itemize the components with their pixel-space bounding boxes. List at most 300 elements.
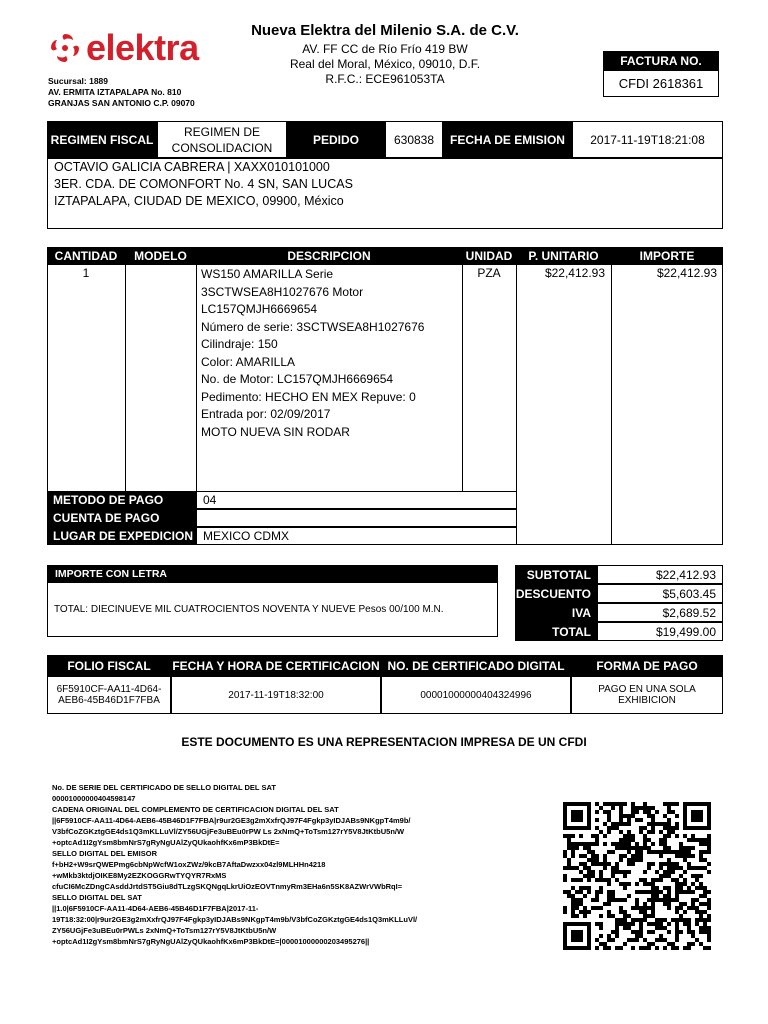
qr-module <box>643 938 647 942</box>
branch-line: Sucursal: 1889 <box>48 76 109 86</box>
qr-module <box>599 878 603 882</box>
qr-module <box>599 942 603 946</box>
qr-module <box>627 914 631 918</box>
qr-module <box>587 926 591 930</box>
qr-module <box>663 846 667 850</box>
qr-module <box>691 874 695 878</box>
qr-module <box>579 854 583 858</box>
qr-module <box>599 922 603 926</box>
qr-module <box>671 850 675 854</box>
qr-module <box>595 842 599 846</box>
qr-module <box>687 862 691 866</box>
qr-module <box>575 818 579 822</box>
qr-code-icon <box>563 802 711 950</box>
qr-module <box>627 834 631 838</box>
qr-module <box>567 894 571 898</box>
forma-pago-label: FORMA DE PAGO <box>571 655 723 676</box>
qr-module <box>663 938 667 942</box>
qr-module <box>603 822 607 826</box>
branch-info <box>48 76 195 109</box>
sat-line: +optcAd1I2gYsm8bmNrS7gRyNgUAlZyQUkaohfKx6mP3BkDtE= <box>52 838 280 847</box>
qr-module <box>675 922 679 926</box>
qr-module <box>675 946 679 950</box>
qr-module <box>687 890 691 894</box>
qr-module <box>603 902 607 906</box>
qr-module <box>667 834 671 838</box>
qr-module <box>567 866 571 870</box>
qr-module <box>699 850 703 854</box>
desc-line: MOTO NUEVA SIN RODAR <box>201 424 350 439</box>
qr-module <box>691 942 695 946</box>
qr-module <box>707 814 711 818</box>
qr-module <box>619 838 623 842</box>
qr-module <box>623 838 627 842</box>
qr-module <box>587 850 591 854</box>
qr-module <box>699 854 703 858</box>
qr-module <box>611 802 615 806</box>
qr-module <box>563 810 567 814</box>
qr-module <box>655 822 659 826</box>
qr-module <box>567 890 571 894</box>
qr-module <box>579 818 583 822</box>
qr-module <box>683 910 687 914</box>
qr-module <box>635 934 639 938</box>
qr-module <box>659 842 663 846</box>
qr-module <box>707 826 711 830</box>
qr-module <box>583 894 587 898</box>
qr-module <box>687 886 691 890</box>
qr-module <box>591 834 595 838</box>
regimen-value: REGIMEN DE CONSOLIDACION <box>157 121 287 158</box>
qr-module <box>571 906 575 910</box>
qr-module <box>587 946 591 950</box>
qr-module <box>659 850 663 854</box>
qr-module <box>707 946 711 950</box>
qr-module <box>623 926 627 930</box>
qr-module <box>699 882 703 886</box>
iva-value: $2,689.52 <box>597 603 723 622</box>
col-header-cantidad: CANTIDAD <box>47 247 125 265</box>
qr-module <box>615 934 619 938</box>
qr-module <box>575 930 579 934</box>
qr-module <box>675 906 679 910</box>
qr-module <box>687 846 691 850</box>
qr-module <box>591 862 595 866</box>
qr-module <box>647 898 651 902</box>
qr-module <box>587 826 591 830</box>
qr-module <box>579 862 583 866</box>
qr-module <box>691 802 695 806</box>
qr-module <box>635 882 639 886</box>
qr-module <box>639 890 643 894</box>
qr-module <box>699 886 703 890</box>
qr-module <box>635 846 639 850</box>
qr-module <box>603 946 607 950</box>
qr-module <box>663 886 667 890</box>
qr-module <box>615 842 619 846</box>
qr-module <box>647 846 651 850</box>
qr-module <box>563 874 567 878</box>
qr-module <box>691 898 695 902</box>
qr-module <box>691 934 695 938</box>
qr-module <box>691 846 695 850</box>
qr-module <box>571 922 575 926</box>
qr-module <box>583 866 587 870</box>
qr-module <box>619 946 623 950</box>
qr-module <box>607 826 611 830</box>
qr-module <box>587 806 591 810</box>
qr-module <box>607 934 611 938</box>
qr-module <box>583 846 587 850</box>
company-line: R.F.C.: ECE961053TA <box>325 72 445 86</box>
qr-module <box>663 802 667 806</box>
qr-module <box>627 870 631 874</box>
qr-module <box>691 890 695 894</box>
qr-module <box>567 834 571 838</box>
qr-module <box>647 866 651 870</box>
qr-module <box>671 866 675 870</box>
qr-module <box>707 870 711 874</box>
qr-module <box>663 862 667 866</box>
qr-module <box>587 846 591 850</box>
qr-module <box>599 806 603 810</box>
qr-module <box>619 814 623 818</box>
qr-module <box>619 882 623 886</box>
qr-module <box>575 902 579 906</box>
qr-module <box>603 858 607 862</box>
qr-module <box>567 946 571 950</box>
qr-module <box>643 846 647 850</box>
certificado-digital-label: NO. DE CERTIFICADO DIGITAL <box>381 655 571 676</box>
qr-module <box>639 826 643 830</box>
qr-module <box>575 814 579 818</box>
qr-module <box>655 938 659 942</box>
qr-module <box>623 942 627 946</box>
qr-module <box>699 930 703 934</box>
qr-module <box>627 818 631 822</box>
qr-module <box>683 822 687 826</box>
qr-module <box>623 914 627 918</box>
pedido-value: 630838 <box>385 121 443 158</box>
qr-module <box>619 818 623 822</box>
qr-module <box>667 806 671 810</box>
pedido-label: PEDIDO <box>287 121 385 158</box>
qr-module <box>587 810 591 814</box>
qr-module <box>599 886 603 890</box>
qr-module <box>707 806 711 810</box>
qr-module <box>563 866 567 870</box>
sat-line: +optcAd1I2gYsm8bmNrS7gRyNgUAlZyQUkaohfKx6mP3BkDtE=|00001000000203495276|| <box>52 937 370 946</box>
qr-module <box>707 930 711 934</box>
qr-module <box>579 946 583 950</box>
qr-module <box>599 914 603 918</box>
qr-module <box>687 946 691 950</box>
qr-module <box>691 882 695 886</box>
qr-module <box>595 802 599 806</box>
qr-module <box>667 866 671 870</box>
elektra-swirl-icon <box>48 31 82 65</box>
qr-module <box>663 918 667 922</box>
qr-module <box>579 922 583 926</box>
qr-module <box>607 818 611 822</box>
qr-module <box>683 818 687 822</box>
qr-module <box>631 862 635 866</box>
qr-module <box>631 930 635 934</box>
qr-module <box>663 926 667 930</box>
qr-module <box>667 810 671 814</box>
qr-module <box>703 926 707 930</box>
col-divider <box>196 265 197 491</box>
qr-module <box>655 850 659 854</box>
qr-module <box>563 934 567 938</box>
qr-module <box>651 890 655 894</box>
qr-module <box>635 842 639 846</box>
qr-module <box>599 934 603 938</box>
qr-module <box>575 938 579 942</box>
qr-module <box>671 878 675 882</box>
qr-module <box>587 870 591 874</box>
qr-module <box>647 822 651 826</box>
qr-module <box>571 902 575 906</box>
qr-module <box>699 894 703 898</box>
qr-module <box>603 834 607 838</box>
qr-module <box>703 858 707 862</box>
qr-module <box>651 894 655 898</box>
desc-line: WS150 AMARILLA Serie <box>201 267 334 281</box>
qr-module <box>635 806 639 810</box>
qr-module <box>643 838 647 842</box>
qr-module <box>627 830 631 834</box>
qr-module <box>627 842 631 846</box>
qr-module <box>575 878 579 882</box>
qr-module <box>687 906 691 910</box>
qr-module <box>691 902 695 906</box>
qr-module <box>611 890 615 894</box>
qr-module <box>563 818 567 822</box>
company-line: AV. FF CC de Río Frío 419 BW <box>302 42 468 56</box>
qr-module <box>667 930 671 934</box>
qr-module <box>703 922 707 926</box>
qr-module <box>619 870 623 874</box>
qr-module <box>663 874 667 878</box>
qr-module <box>643 946 647 950</box>
qr-module <box>595 810 599 814</box>
qr-module <box>635 930 639 934</box>
qr-module <box>563 822 567 826</box>
subtotal-label: SUBTOTAL <box>515 565 597 584</box>
qr-module <box>667 902 671 906</box>
qr-module <box>571 834 575 838</box>
qr-module <box>639 934 643 938</box>
qr-module <box>699 810 703 814</box>
col-header-descripcion: DESCRIPCION <box>196 247 462 265</box>
qr-module <box>663 898 667 902</box>
qr-module <box>623 922 627 926</box>
client-line: IZTAPALAPA, CIUDAD DE MEXICO, 09900, México <box>54 194 344 208</box>
qr-module <box>707 938 711 942</box>
qr-module <box>707 898 711 902</box>
qr-module <box>707 802 711 806</box>
qr-module <box>595 922 599 926</box>
qr-module <box>623 802 627 806</box>
qr-module <box>659 854 663 858</box>
qr-module <box>647 862 651 866</box>
qr-module <box>563 938 567 942</box>
folio-line: AEB6-45B46D1F7FBA <box>58 695 160 706</box>
col-header-unidad: UNIDAD <box>462 247 516 265</box>
qr-module <box>691 838 695 842</box>
qr-module <box>599 926 603 930</box>
company-name: Nueva Elektra del Milenio S.A. de C.V. <box>251 22 519 39</box>
qr-module <box>563 854 567 858</box>
qr-module <box>619 854 623 858</box>
qr-module <box>571 810 575 814</box>
qr-module <box>699 818 703 822</box>
qr-module <box>699 838 703 842</box>
qr-module <box>707 934 711 938</box>
qr-module <box>571 866 575 870</box>
qr-module <box>587 874 591 878</box>
qr-module <box>675 886 679 890</box>
qr-module <box>603 942 607 946</box>
qr-module <box>651 878 655 882</box>
col-divider <box>125 265 126 491</box>
qr-module <box>611 842 615 846</box>
qr-module <box>603 802 607 806</box>
qr-module <box>687 942 691 946</box>
regimen-label: REGIMEN FISCAL <box>47 121 157 158</box>
importe-letra-value: TOTAL: DIECINUEVE MIL CUATROCIENTOS NOVENTA Y NUEVE Pesos 00/100 M.N. <box>47 582 498 637</box>
qr-module <box>683 854 687 858</box>
forma-line: EXHIBICION <box>618 695 676 706</box>
qr-module <box>691 810 695 814</box>
cuenta-pago-value <box>196 509 517 527</box>
qr-module <box>579 930 583 934</box>
qr-module <box>623 846 627 850</box>
qr-module <box>635 810 639 814</box>
qr-module <box>587 814 591 818</box>
qr-module <box>631 838 635 842</box>
qr-module <box>699 874 703 878</box>
qr-module <box>695 874 699 878</box>
qr-module <box>663 838 667 842</box>
qr-module <box>583 922 587 926</box>
qr-module <box>631 922 635 926</box>
desc-line: Color: AMARILLA <box>201 354 296 369</box>
qr-module <box>575 802 579 806</box>
qr-module <box>619 910 623 914</box>
qr-module <box>707 850 711 854</box>
lugar-expedicion-label: LUGAR DE EXPEDICION <box>47 527 196 545</box>
qr-module <box>563 850 567 854</box>
qr-module <box>615 846 619 850</box>
qr-module <box>679 906 683 910</box>
qr-module <box>687 850 691 854</box>
qr-module <box>571 946 575 950</box>
qr-module <box>639 846 643 850</box>
qr-module <box>703 902 707 906</box>
qr-module <box>619 802 623 806</box>
qr-module <box>623 882 627 886</box>
qr-module <box>687 918 691 922</box>
qr-module <box>627 858 631 862</box>
qr-module <box>703 826 707 830</box>
qr-module <box>583 906 587 910</box>
qr-module <box>675 878 679 882</box>
qr-module <box>703 842 707 846</box>
qr-module <box>607 890 611 894</box>
qr-module <box>619 858 623 862</box>
sat-block <box>52 782 532 947</box>
qr-module <box>591 850 595 854</box>
qr-module <box>651 826 655 830</box>
qr-module <box>667 942 671 946</box>
qr-module <box>623 814 627 818</box>
qr-module <box>695 838 699 842</box>
qr-module <box>607 862 611 866</box>
qr-module <box>659 938 663 942</box>
qr-module <box>707 906 711 910</box>
qr-module <box>579 814 583 818</box>
branch-line: AV. ERMITA IZTAPALAPA No. 810 <box>48 87 182 97</box>
qr-module <box>635 854 639 858</box>
qr-module <box>619 810 623 814</box>
qr-module <box>695 814 699 818</box>
desc-line: LC157QMJH6669654 <box>201 302 318 316</box>
desc-line: 3SCTWSEA8H1027676 Motor <box>201 284 364 299</box>
qr-module <box>571 886 575 890</box>
qr-module <box>675 822 679 826</box>
qr-module <box>671 810 675 814</box>
qr-module <box>675 894 679 898</box>
qr-module <box>655 894 659 898</box>
qr-module <box>603 878 607 882</box>
qr-module <box>659 922 663 926</box>
qr-module <box>607 830 611 834</box>
qr-module <box>667 922 671 926</box>
qr-module <box>571 894 575 898</box>
qr-module <box>623 870 627 874</box>
qr-module <box>683 878 687 882</box>
qr-module <box>579 870 583 874</box>
qr-module <box>611 930 615 934</box>
qr-module <box>627 822 631 826</box>
qr-module <box>687 838 691 842</box>
client-line: 3ER. CDA. DE COMONFORT No. 4 SN, SAN LUCAS <box>54 177 353 191</box>
qr-module <box>587 942 591 946</box>
qr-module <box>639 818 643 822</box>
qr-module <box>623 910 627 914</box>
qr-module <box>679 866 683 870</box>
qr-module <box>563 922 567 926</box>
qr-module <box>639 806 643 810</box>
qr-module <box>647 906 651 910</box>
qr-module <box>699 802 703 806</box>
qr-module <box>695 906 699 910</box>
qr-module <box>583 910 587 914</box>
brand-name: elektra <box>86 27 199 68</box>
qr-module <box>607 878 611 882</box>
qr-module <box>587 930 591 934</box>
qr-module <box>695 878 699 882</box>
qr-module <box>631 814 635 818</box>
qr-module <box>607 850 611 854</box>
qr-module <box>639 946 643 950</box>
qr-module <box>683 846 687 850</box>
qr-module <box>699 918 703 922</box>
qr-module <box>627 922 631 926</box>
qr-module <box>683 922 687 926</box>
